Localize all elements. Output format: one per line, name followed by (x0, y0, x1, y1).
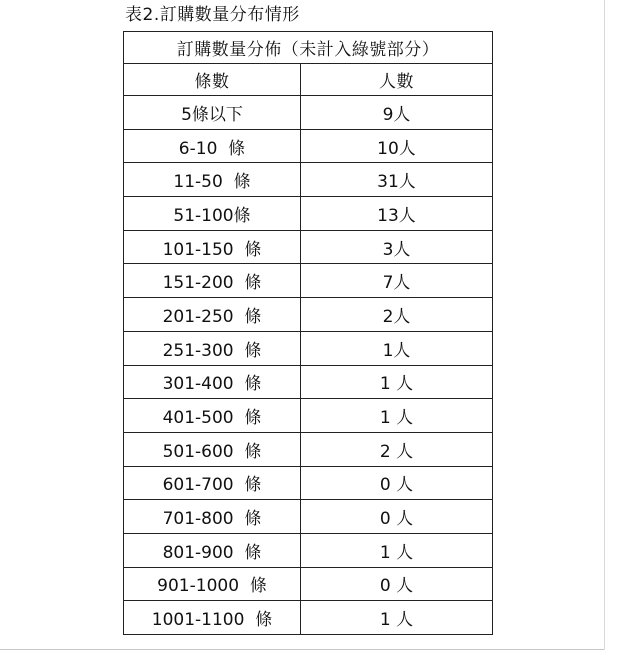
people-count-cell: 0 人 (301, 466, 493, 500)
quantity-range-cell: 1001-1100 條 (124, 601, 301, 635)
people-count-cell: 1 人 (301, 601, 493, 635)
column-header-people: 人數 (301, 64, 493, 96)
people-count-cell: 7人 (301, 264, 493, 298)
quantity-range-cell: 901-1000 條 (124, 567, 301, 601)
table-row (124, 567, 493, 601)
table-row (124, 197, 493, 231)
table-row (124, 601, 493, 635)
table-caption: 表2.訂購數量分布情形 (125, 5, 300, 25)
quantity-range-cell: 301-400 條 (124, 365, 301, 399)
people-count-cell: 3人 (301, 230, 493, 264)
page-edge-bottom (0, 649, 604, 650)
table-title-row (124, 32, 493, 64)
quantity-range-cell: 5條以下 (124, 96, 301, 130)
table-row (124, 96, 493, 130)
people-count-cell: 2 人 (301, 432, 493, 466)
table-row (124, 230, 493, 264)
table-row (124, 533, 493, 567)
table-row (124, 331, 493, 365)
page-edge-right (604, 0, 605, 650)
people-count-cell: 1人 (301, 331, 493, 365)
people-count-cell: 9人 (301, 96, 493, 130)
people-count-cell: 31人 (301, 163, 493, 197)
quantity-range-cell: 801-900 條 (124, 533, 301, 567)
column-header-row (124, 64, 493, 96)
people-count-cell: 1 人 (301, 399, 493, 433)
people-count-cell: 10人 (301, 129, 493, 163)
table-row (124, 298, 493, 332)
quantity-range-cell: 201-250 條 (124, 298, 301, 332)
column-header-quantity: 條數 (124, 64, 301, 96)
table-row (124, 466, 493, 500)
quantity-range-cell: 51-100條 (124, 197, 301, 231)
table-row (124, 432, 493, 466)
people-count-cell: 13人 (301, 197, 493, 231)
people-count-cell: 0 人 (301, 567, 493, 601)
people-count-cell: 1 人 (301, 533, 493, 567)
people-count-cell: 1 人 (301, 365, 493, 399)
quantity-range-cell: 151-200 條 (124, 264, 301, 298)
quantity-range-cell: 101-150 條 (124, 230, 301, 264)
table-row (124, 365, 493, 399)
quantity-range-cell: 6-10 條 (124, 129, 301, 163)
quantity-range-cell: 601-700 條 (124, 466, 301, 500)
quantity-range-cell: 501-600 條 (124, 432, 301, 466)
table-row (124, 399, 493, 433)
order-distribution-table (123, 31, 493, 635)
quantity-range-cell: 701-800 條 (124, 500, 301, 534)
people-count-cell: 2人 (301, 298, 493, 332)
table-row (124, 163, 493, 197)
table-row (124, 500, 493, 534)
quantity-range-cell: 401-500 條 (124, 399, 301, 433)
quantity-range-cell: 11-50 條 (124, 163, 301, 197)
people-count-cell: 0 人 (301, 500, 493, 534)
quantity-range-cell: 251-300 條 (124, 331, 301, 365)
table-row (124, 129, 493, 163)
table-title: 訂購數量分佈（未計入綠號部分） (124, 32, 493, 64)
table-row (124, 264, 493, 298)
